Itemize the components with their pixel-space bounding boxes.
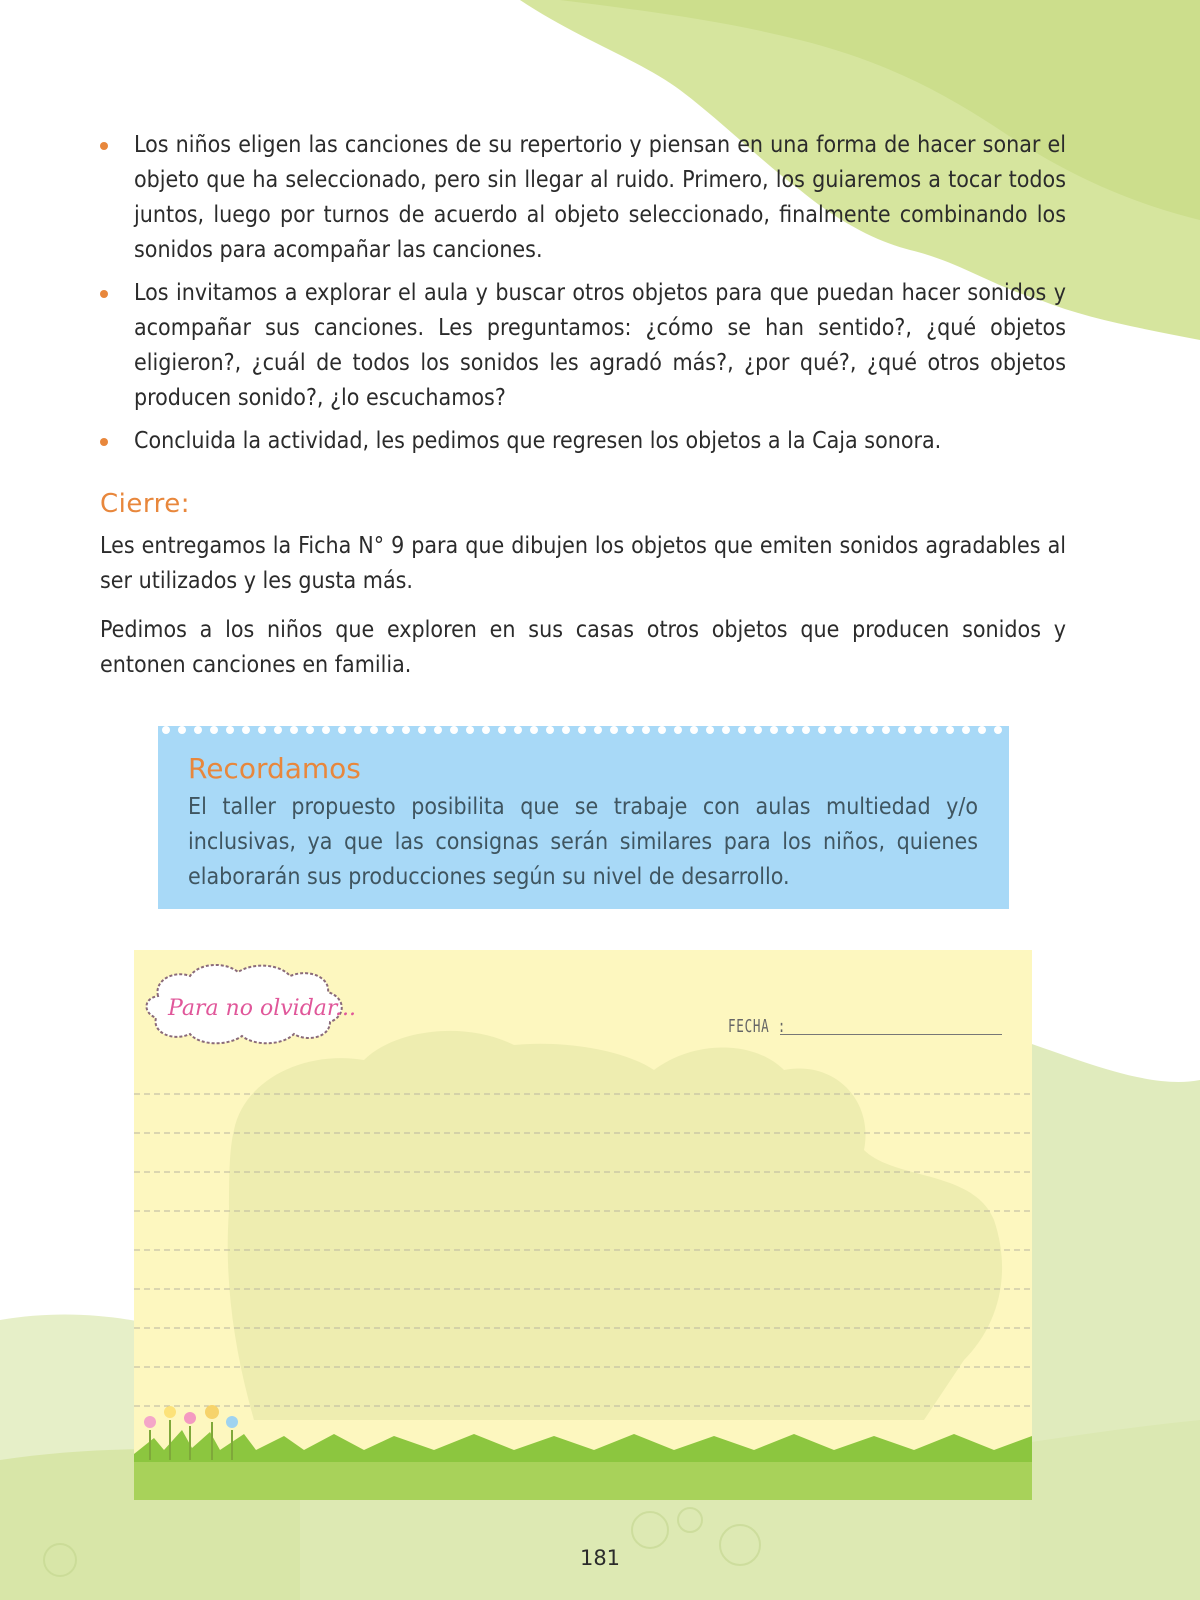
note-card-artwork <box>134 950 1032 1500</box>
bullet-dot-icon <box>100 290 108 298</box>
notebook-holes-icon <box>158 724 1009 738</box>
list-item: Concluida la actividad, les pedimos que regresen los objetos a la Caja sonora. <box>100 424 1066 459</box>
bullet-dot-icon <box>100 438 108 446</box>
para-no-olvidar-note-card <box>134 950 1032 1500</box>
cierre-paragraph: Les entregamos la Ficha N° 9 para que dibujen los objetos que emiten sonidos agradables al ser utilizados y les gusta más. <box>100 533 1066 594</box>
list-item: Los invitamos a explorar el aula y buscar otros objetos para que puedan hacer sonidos y acompañar sus canciones. Les preguntamos: ¿cómo se han sentido?, ¿qué objetos eligieron?, ¿cuál de todos los sonidos les agradó más?, ¿por qué?, ¿qué otros objetos producen sonido?, ¿lo escuchamos? <box>100 276 1066 416</box>
page-number: 181 <box>579 1546 621 1570</box>
para-no-olvidar-label: Para no olvidar... <box>168 996 356 1021</box>
main-content <box>100 128 1066 697</box>
fecha-label: FECHA : <box>728 1016 787 1037</box>
recordamos-text: El taller propuesto posibilita que se trabaje con aulas multiedad y/o inclusivas, ya que las consignas serán similares para los niños, quienes elaborarán sus producciones según su nivel de desarrollo. <box>188 794 978 890</box>
bullet-dot-icon <box>100 142 108 150</box>
list-item: Los niños eligen las canciones de su repertorio y piensan en una forma de hacer sonar el objeto que ha seleccionado, pero sin llegar al ruido. Primero, los guiaremos a tocar todos juntos, luego por turnos de acuerdo al objeto seleccionado, finalmente combinando los sonidos para acompañar las canciones. <box>100 128 1066 268</box>
cierre-paragraph: Pedimos a los niños que exploren en sus casas otros objetos que producen sonidos y entonen canciones en familia. <box>100 617 1066 678</box>
recordamos-heading: Recordamos <box>188 752 361 785</box>
activity-bullet-list <box>100 128 1066 459</box>
cierre-heading: Cierre: <box>100 489 190 519</box>
recordamos-note-box <box>158 726 1009 909</box>
fecha-field-line <box>780 1034 1002 1035</box>
